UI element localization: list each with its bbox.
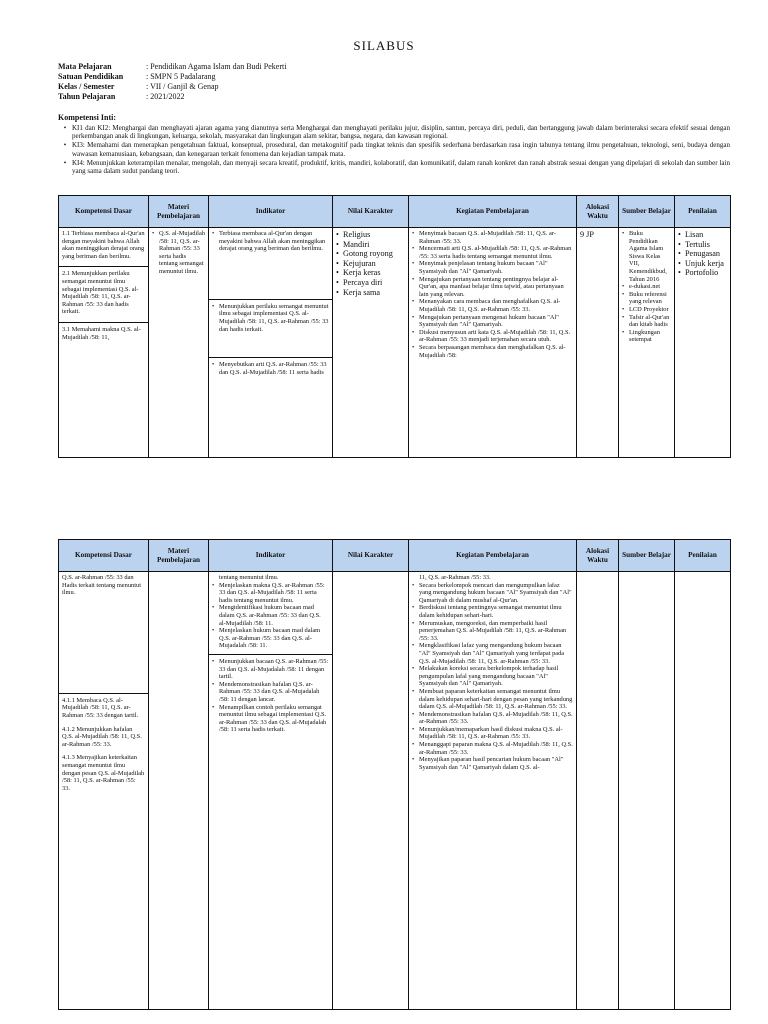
meta-value: : 2021/2022 <box>146 92 185 101</box>
list-item: • Menunjukkan bacaan Q.S. ar-Rahman /55: 33 dan Q.S. al-Mujadalah /58: 11 dengan tartil. <box>212 657 329 681</box>
divider <box>209 654 332 655</box>
bullet-icon: • <box>622 290 625 298</box>
meta-key: Satuan Pendidikan <box>58 72 124 81</box>
indikator-cell <box>209 572 333 1010</box>
bullet-icon: • <box>622 305 625 313</box>
header-kompetensi-dasar: Kompetensi Dasar <box>59 540 149 572</box>
header-nilai-karakter: Nilai Karakter <box>333 196 409 228</box>
list-item: • Menyimak bacaan Q.S. al-Mujadilah /58: 11, Q.S. ar-Rahman /55: 33. <box>412 230 557 245</box>
bullet-icon: • <box>412 230 415 237</box>
divider <box>209 357 332 358</box>
list-item: • Menyimak penjelasan tentang hukum bacaan "Al" Syamsiyah dan "Al" Qamariyah. <box>412 260 548 275</box>
list-item: • Menunjukkan/memaparkan hasil diskusi makna Q.S. al-Mujadilah /58: 11, Q.S. ar-Rahman /55: 33. <box>412 725 563 741</box>
bullet-icon: • <box>336 249 339 259</box>
list-item: • Mencermati arti Q.S. al-Mujadilah /58: 11, Q.S. ar-Rahman /55: 33 serta hadis tentang semangat menuntut ilmu. <box>412 245 572 260</box>
nilai-karakter-cell <box>333 572 409 1010</box>
meta-key: Mata Pelajaran <box>58 62 112 71</box>
bullet-icon: • <box>152 230 155 237</box>
materi-cell <box>149 572 209 1010</box>
list-item: • Q.S. al-Mujadilah /58: 11, Q.S. ar-Rahman /55: 33 serta hadis tentang semangat menuntut ilmu. <box>152 230 205 275</box>
list-item: • e-dukasi.net <box>622 283 661 291</box>
bullet-icon: • <box>678 239 681 249</box>
kegiatan-cell <box>409 228 577 458</box>
ki-item <box>58 124 730 141</box>
bullet-icon: • <box>336 258 339 268</box>
bullet-icon: • <box>336 277 339 287</box>
kompetensi-inti <box>58 114 730 176</box>
bullet-icon: • <box>212 680 215 688</box>
kd-item: 3.1 Memahami makna Q.S. al-Mujadilah /58: 11, <box>62 325 141 341</box>
list-item: • Kerja sama <box>336 287 381 297</box>
bullet-icon: • <box>212 703 215 711</box>
list-item: • Percaya diri <box>336 277 383 287</box>
kd-item: 4.1.1 Membaca Q.S. al-Mujadilah /58: 11, Q.S. ar-Rahman /55: 33 dengan tartil. <box>62 696 139 719</box>
list-item: • Mengidentifikasi hukum bacaan mad dalam Q.S. ar-Rahman /55: 33 dan Q.S. al-Mujadilah /58: 11. <box>212 604 321 627</box>
meta-value: : VII / Ganjil & Genap <box>146 82 219 91</box>
list-item: • Mendemonstrasikan hafalan Q.S. al-Mujadilah /58: 11, Q.S. ar-Rahman /55: 33. <box>412 710 573 726</box>
header-materi: Materi Pembelajaran <box>149 196 209 228</box>
list-item: • Menyebutkan arti Q.S. ar-Rahman /55: 33 dan Q.S. al-Mujadilah /58: 11 serta hadis <box>212 361 327 376</box>
bullet-icon: • <box>212 230 215 237</box>
meta-value: : Pendidikan Agama Islam dan Budi Pekerti <box>146 62 287 71</box>
list-item: • Melakukan koreksi secara berkelompok terhadap hasil pengumpulan lafal yang mengandung bacaan "Al" Syamsiyah dan "Al" Qamariyah. <box>412 665 559 688</box>
bullet-icon: • <box>412 581 415 589</box>
meta-value: : SMPN 5 Padalarang <box>146 72 216 81</box>
kd-item: Q.S. ar-Rahman /55: 33 dan Hadis terkait tentang menuntut ilmu. <box>62 574 141 597</box>
bullet-icon: • <box>412 665 415 673</box>
bullet-icon: • <box>336 230 339 239</box>
bullet-icon: • <box>212 657 215 665</box>
bullet-icon: • <box>412 687 415 695</box>
meta-key: Kelas / Semester <box>58 82 115 91</box>
ki-item <box>58 159 730 176</box>
bullet-icon: • <box>212 302 215 310</box>
indikator-cell <box>209 228 333 458</box>
bullet-icon: • <box>622 328 625 336</box>
bullet-icon: • <box>412 245 415 253</box>
list-item: • Kerja keras <box>336 268 381 278</box>
header-sumber: Sumber Belajar <box>619 540 675 572</box>
bullet-icon: • <box>212 604 215 612</box>
bullet-icon: • <box>412 604 415 612</box>
bullet-icon: • <box>412 725 415 733</box>
header-penilaian: Penilaian <box>675 540 731 572</box>
ki-item <box>58 141 730 158</box>
list-item: • Menyajikan paparan hasil pencarian hukum bacaan "Al" Syamsiyah dan "Al" Qamariyah dalam Q.S. al- <box>412 756 564 771</box>
bullet-icon: • <box>678 258 681 268</box>
header-indikator: Indikator <box>209 196 333 228</box>
divider <box>59 266 148 267</box>
list-item: • Terbiasa membaca al-Qur'an dengan meyakini bahwa Allah akan meninggikan derajat orang yang beriman dan berilmu. <box>212 230 326 253</box>
header-kegiatan: Kegiatan Pembelajaran <box>409 196 577 228</box>
list-item: • Lingkungan setempat <box>622 328 660 344</box>
kd-cell <box>59 572 149 1010</box>
list-item: • Tafsir al-Qur'an dan kitab hadis <box>622 313 670 329</box>
list-item: • Mengklasifikasi lafaz yang mengandung hukum bacaan "Al" Syamsiyah dan "Al" Qamariyah yang terdapat pada Q.S. al-Mujadilah /58: 11, Q.S. ar-Rahman /55: 33. <box>412 642 565 665</box>
list-item: • Gotong royong <box>336 249 393 259</box>
meta-row <box>58 72 286 82</box>
list-item: • LCD Proyektor <box>622 305 669 313</box>
bullet-icon: • <box>412 619 415 627</box>
meta-row <box>58 82 286 92</box>
penilaian-cell <box>675 572 731 1010</box>
meta-key: Tahun Pelajaran <box>58 92 116 101</box>
bullet-icon: • <box>212 361 215 369</box>
list-item: • Menunjukkan perilaku semangat menuntut ilmu sebagai implementasi Q.S. al-Mujadilah /58: 11, Q.S. ar-Rahman /55: 33 dan hadis terkait. <box>212 302 329 333</box>
bullet-icon: • <box>412 710 415 718</box>
bullet-icon: • <box>622 313 625 321</box>
bullet-icon: • <box>412 328 415 336</box>
list-item: • Portofolio <box>678 268 719 278</box>
divider <box>59 693 148 694</box>
kompetensi-inti-title: Kompetensi Inti: <box>58 113 116 122</box>
materi-cell <box>149 228 209 458</box>
table-row <box>59 572 731 1010</box>
penilaian-cell <box>675 228 731 458</box>
kd-cell <box>59 228 149 458</box>
table-row <box>59 228 731 458</box>
header-sumber: Sumber Belajar <box>619 196 675 228</box>
alokasi-waktu-cell <box>577 572 619 1010</box>
bullet-icon: • <box>63 158 67 167</box>
bullet-icon: • <box>622 283 625 291</box>
list-item: • Membuat paparan keterkaitan semangat menuntut ilmu dalam kehidupan sehari-hari dengan pesan yang terkandung dalam Q.S. al-Mujadilah /58: 11, Q.S. ar-Rahman /55: 33. <box>412 687 573 711</box>
table-header-row <box>59 540 731 572</box>
list-item: • Berdiskusi tentang pentingnya semangat menuntut ilmu dalam kehidupan sehari-hari. <box>412 604 562 619</box>
header-kegiatan: Kegiatan Pembelajaran <box>409 540 577 572</box>
syllabus-table-1 <box>58 195 731 458</box>
bullet-icon: • <box>336 239 339 249</box>
divider <box>59 322 148 323</box>
meta-row <box>58 92 286 102</box>
list-item: • Mendemonstrasikan hafalan Q.S. ar-Rahman /55: 33 dan Q.S. al-Mujadalah /58: 11 dengan lancar. <box>212 680 320 703</box>
kd-item: 4.1.2 Menunjukkan hafalan Q.S. al-Mujadilah /58: 11, Q.S. ar-Rahman /55: 33. <box>62 725 142 748</box>
list-item: • Penugasan <box>678 249 721 259</box>
bullet-icon: • <box>412 260 415 268</box>
bullet-icon: • <box>336 268 339 278</box>
list-item: • Menjelaskan makna Q.S. ar-Rahman /55: 33 dan Q.S. al-Mujadilah /58: 11 serta hadis tentang menuntut ilmu. <box>212 581 325 604</box>
ki-text: KI3: Memahami dan menerapkan pengetahuan faktual, konseptual, prosedural, dan metakognitif pada tingkat teknis dan spesifik sederhana berdasarkan rasa ingin tahunya tentang ilmu pengetahuan, teknologi, seni, budaya dengan wawasan kemanusiaan, kebangsaan, dan kenegaraan terkait fenomena dan kejadian tampak mata. <box>72 141 730 158</box>
header-alokasi: Alokasi Waktu <box>577 540 619 572</box>
bullet-icon: • <box>412 275 415 283</box>
list-item: • Tertulis <box>678 239 710 249</box>
list-item: tentang menuntut ilmu. <box>219 574 279 581</box>
kegiatan-cell <box>409 572 577 1010</box>
list-item: • Merumuskan, mengoreksi, dan memperbaiki hasil penerjemahan Q.S. al-Mujadilah /58: 11, Q.S. ar-Rahman /55: 33. <box>412 619 567 642</box>
bullet-icon: • <box>412 313 415 321</box>
header-materi: Materi Pembelajaran <box>149 540 209 572</box>
header-penilaian: Penilaian <box>675 196 731 228</box>
list-item: • Mandiri <box>336 239 370 249</box>
list-item: • Lisan <box>678 230 704 239</box>
list-item: • Kejujuran <box>336 258 376 268</box>
bullet-icon: • <box>212 581 215 589</box>
bullet-icon: • <box>678 230 681 239</box>
list-item: • Buku Pendidikan Agama Islam Siswa Kelas VII, Kemendikbud, Tahun 2016 <box>622 230 667 283</box>
ki-text: KI1 dan KI2: Menghargai dan menghayati ajaran agama yang dianutnya serta Menghargai dan menghayati perilaku jujur, disiplin, santun, percaya diri, peduli, dan bertanggung jawab dalam berinteraksi secara efektif sesuai dengan perkembangan anak di lingkungan, keluarga, sekolah, masyarakat dan lingkungan alam sekitar, bangsa, negara, dan kawasan regional. <box>72 123 730 141</box>
syllabus-meta <box>58 62 286 102</box>
list-item: • Secara berpasangan membaca dan menghafalkan Q.S. al-Mujadilah /58: <box>412 343 566 359</box>
syllabus-table-2 <box>58 539 731 1010</box>
nilai-karakter-cell <box>333 228 409 458</box>
list-item: • Menanyakan cara membaca dan menghafalkan Q.S. al-Mujadilah /58: 11, Q.S. ar-Rahman /55: 33. <box>412 298 561 313</box>
alokasi-waktu-cell: 9 JP <box>577 228 619 458</box>
document-title: SILABUS <box>353 38 415 53</box>
sumber-belajar-cell <box>619 228 675 458</box>
bullet-icon: • <box>336 287 339 297</box>
header-nilai-karakter: Nilai Karakter <box>333 540 409 572</box>
bullet-icon: • <box>678 268 681 278</box>
ki-text: KI4: Menunjukkan keterampilan menalar, mengolah, dan menyaji secara kreatif, produktif, kritis, mandiri, kolaboratif, dan komunikatif, dalam ranah konkret dan ranah abstrak sesuai dengan yang dipelajari di sekolah dan sumber lain yang sama dalam sudut pandang teori. <box>72 158 730 176</box>
bullet-icon: • <box>678 249 681 259</box>
bullet-icon: • <box>412 756 415 764</box>
bullet-icon: • <box>412 741 415 749</box>
list-item: • Secara berkelompok mencari dan mengumpulkan lafaz yang mengandung hukum bacaan "Al" Syamsiyah dan "Al" Qamariyah di dalam mushaf al-Qur'an. <box>412 581 572 604</box>
bullet-icon: • <box>412 298 415 306</box>
sumber-belajar-cell <box>619 572 675 1010</box>
bullet-icon: • <box>412 642 415 650</box>
table-header-row <box>59 196 731 228</box>
bullet-icon: • <box>63 123 67 132</box>
bullet-icon: • <box>212 627 215 635</box>
list-item: • Diskusi menyusun arti kata Q.S. al-Mujadilah /58: 11, Q.S. ar-Rahman /55: 33 menjadi terjemahan secara utuh. <box>412 328 571 344</box>
list-item: • Mengajukan pertanyaan mengenai hukum bacaan "Al" Syamsiyah dan "Al" Qamariyah. <box>412 313 559 329</box>
bullet-icon: • <box>63 141 67 150</box>
kd-item: 1.1 Terbiasa membaca al-Qur'an dengan meyakini bahwa Allah akan meninggikan derajat orang yang beriman dan berilmu. <box>62 230 145 260</box>
list-item: • Menampilkan contoh perilaku semangat menuntut ilmu sebagai implementasi Q.S. ar-Rahman /55: 33 dan Q.S. al-Mujadalah /58: 11 serta hadis terkait. <box>212 703 327 734</box>
list-item: 11, Q.S. ar-Rahman /55: 33. <box>419 574 491 581</box>
header-kompetensi-dasar: Kompetensi Dasar <box>59 196 149 228</box>
bullet-icon: • <box>412 343 415 351</box>
list-item: • Religius <box>336 230 371 239</box>
kd-item: 4.1.3 Menyajikan keterkaitan semangat menuntut ilmu dengan pesan Q.S. al-Mujadilah /58: 11, Q.S. ar-Rahman /55: 33. <box>62 754 145 792</box>
list-item: • Menjelaskan hukum bacaan mad dalam Q.S. ar-Rahman /55: 33 dan Q.S. al-Mujadalah /58: 11. <box>212 627 321 650</box>
list-item: • Mengajukan pertanyaan tentang pentingnya belajar al-Qur'an, apa manfaat belajar ilmu tajwid, atau pertanyaan lain yang relevan. <box>412 275 564 298</box>
list-item: • Unjuk kerja <box>678 258 724 268</box>
bullet-icon: • <box>622 230 625 237</box>
header-alokasi: Alokasi Waktu <box>577 196 619 228</box>
divider <box>209 299 332 300</box>
meta-row <box>58 62 286 72</box>
header-indikator: Indikator <box>209 540 333 572</box>
list-item: • Menanggapi paparan makna Q.S. al-Mujadilah /58: 11, Q.S. ar-Rahman /55: 33. <box>412 741 573 756</box>
list-item: • Buku referensi yang relevan <box>622 290 667 306</box>
kd-item: 2.1 Menunjukkan perilaku semangat menuntut ilmu sebagai implementasi Q.S. al-Mujadilah /58: 11, Q.S. ar-Rahman /55: 33 dan hadis terkait. <box>62 270 139 316</box>
